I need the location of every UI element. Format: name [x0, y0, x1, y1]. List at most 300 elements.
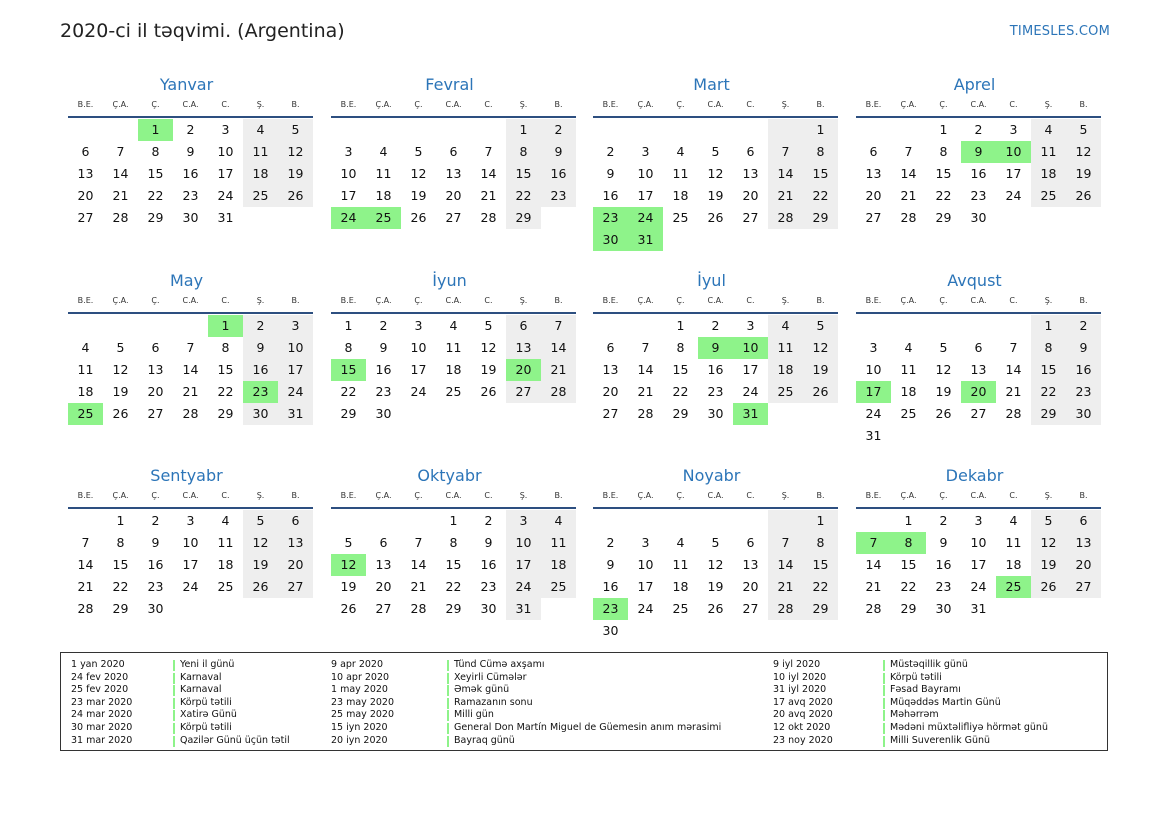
- day-cell[interactable]: 27: [742, 601, 759, 616]
- day-cell[interactable]: 2: [484, 513, 493, 528]
- day-cell[interactable]: 8: [506, 141, 541, 163]
- holiday-day-cell[interactable]: 17: [856, 381, 891, 403]
- day-cell[interactable]: 26: [340, 601, 357, 616]
- day-cell[interactable]: 15: [506, 163, 541, 185]
- day-cell[interactable]: 1: [676, 318, 685, 333]
- day-cell[interactable]: 18: [672, 579, 689, 594]
- holiday-day-cell[interactable]: 24: [331, 207, 366, 229]
- day-cell[interactable]: 13: [278, 532, 313, 554]
- day-cell[interactable]: 7: [768, 141, 803, 163]
- day-cell[interactable]: 3: [641, 144, 650, 159]
- day-cell[interactable]: 29: [147, 210, 164, 225]
- day-cell[interactable]: 29: [506, 207, 541, 229]
- day-cell[interactable]: 18: [217, 557, 234, 572]
- day-cell[interactable]: 3: [974, 513, 983, 528]
- day-cell[interactable]: 19: [707, 579, 724, 594]
- day-cell[interactable]: 20: [278, 554, 313, 576]
- day-cell[interactable]: 20: [77, 188, 94, 203]
- day-cell[interactable]: 14: [541, 337, 576, 359]
- day-cell[interactable]: 22: [445, 579, 462, 594]
- day-cell[interactable]: 11: [768, 337, 803, 359]
- day-cell[interactable]: 3: [344, 144, 353, 159]
- day-cell[interactable]: 18: [445, 362, 462, 377]
- day-cell[interactable]: 4: [1009, 513, 1018, 528]
- day-cell[interactable]: 17: [637, 188, 654, 203]
- day-cell[interactable]: 11: [243, 141, 278, 163]
- day-cell[interactable]: 24: [182, 579, 199, 594]
- day-cell[interactable]: 22: [672, 384, 689, 399]
- day-cell[interactable]: 18: [672, 188, 689, 203]
- holiday-day-cell[interactable]: 23: [593, 207, 628, 229]
- day-cell[interactable]: 17: [1005, 166, 1022, 181]
- day-cell[interactable]: 10: [410, 340, 427, 355]
- day-cell[interactable]: 28: [182, 406, 199, 421]
- day-cell[interactable]: 5: [1066, 119, 1101, 141]
- day-cell[interactable]: 29: [112, 601, 129, 616]
- day-cell[interactable]: 13: [742, 166, 759, 181]
- day-cell[interactable]: 28: [1005, 406, 1022, 421]
- day-cell[interactable]: 18: [1031, 163, 1066, 185]
- day-cell[interactable]: 29: [935, 210, 952, 225]
- day-cell[interactable]: 16: [602, 579, 619, 594]
- day-cell[interactable]: 9: [151, 535, 160, 550]
- day-cell[interactable]: 11: [445, 340, 462, 355]
- day-cell[interactable]: 30: [182, 210, 199, 225]
- day-cell[interactable]: 15: [900, 557, 917, 572]
- day-cell[interactable]: 17: [182, 557, 199, 572]
- day-cell[interactable]: 5: [278, 119, 313, 141]
- day-cell[interactable]: 4: [81, 340, 90, 355]
- day-cell[interactable]: 10: [637, 557, 654, 572]
- day-cell[interactable]: 28: [865, 601, 882, 616]
- day-cell[interactable]: 6: [151, 340, 160, 355]
- day-cell[interactable]: 19: [935, 384, 952, 399]
- day-cell[interactable]: 13: [602, 362, 619, 377]
- day-cell[interactable]: 14: [768, 554, 803, 576]
- day-cell[interactable]: 5: [243, 510, 278, 532]
- day-cell[interactable]: 3: [186, 513, 195, 528]
- day-cell[interactable]: 29: [803, 598, 838, 620]
- day-cell[interactable]: 17: [970, 557, 987, 572]
- day-cell[interactable]: 9: [186, 144, 195, 159]
- day-cell[interactable]: 9: [939, 535, 948, 550]
- day-cell[interactable]: 22: [1031, 381, 1066, 403]
- day-cell[interactable]: 10: [865, 362, 882, 377]
- brand-link[interactable]: TIMESLES.COM: [1009, 24, 1110, 39]
- day-cell[interactable]: 4: [243, 119, 278, 141]
- day-cell[interactable]: 31: [506, 598, 541, 620]
- day-cell[interactable]: 7: [414, 535, 423, 550]
- day-cell[interactable]: 28: [768, 598, 803, 620]
- day-cell[interactable]: 19: [803, 359, 838, 381]
- day-cell[interactable]: 26: [243, 576, 278, 598]
- day-cell[interactable]: 5: [484, 318, 493, 333]
- day-cell[interactable]: 22: [935, 188, 952, 203]
- day-cell[interactable]: 24: [506, 576, 541, 598]
- day-cell[interactable]: 17: [506, 554, 541, 576]
- day-cell[interactable]: 2: [974, 122, 983, 137]
- day-cell[interactable]: 9: [243, 337, 278, 359]
- day-cell[interactable]: 28: [541, 381, 576, 403]
- day-cell[interactable]: 4: [541, 510, 576, 532]
- day-cell[interactable]: 19: [707, 188, 724, 203]
- day-cell[interactable]: 27: [147, 406, 164, 421]
- day-cell[interactable]: 25: [672, 601, 689, 616]
- day-cell[interactable]: 10: [217, 144, 234, 159]
- day-cell[interactable]: 14: [1005, 362, 1022, 377]
- day-cell[interactable]: 20: [742, 579, 759, 594]
- day-cell[interactable]: 25: [1031, 185, 1066, 207]
- day-cell[interactable]: 30: [480, 601, 497, 616]
- day-cell[interactable]: 15: [217, 362, 234, 377]
- day-cell[interactable]: 23: [182, 188, 199, 203]
- day-cell[interactable]: 15: [935, 166, 952, 181]
- day-cell[interactable]: 21: [77, 579, 94, 594]
- day-cell[interactable]: 2: [1066, 315, 1101, 337]
- day-cell[interactable]: 7: [81, 535, 90, 550]
- day-cell[interactable]: 3: [506, 510, 541, 532]
- day-cell[interactable]: 19: [243, 554, 278, 576]
- day-cell[interactable]: 10: [278, 337, 313, 359]
- day-cell[interactable]: 17: [742, 362, 759, 377]
- day-cell[interactable]: 2: [606, 144, 615, 159]
- day-cell[interactable]: 27: [742, 210, 759, 225]
- day-cell[interactable]: 12: [707, 166, 724, 181]
- day-cell[interactable]: 29: [217, 406, 234, 421]
- day-cell[interactable]: 5: [711, 535, 720, 550]
- day-cell[interactable]: 23: [935, 579, 952, 594]
- day-cell[interactable]: 15: [803, 163, 838, 185]
- day-cell[interactable]: 20: [602, 384, 619, 399]
- day-cell[interactable]: 6: [379, 535, 388, 550]
- holiday-day-cell[interactable]: 8: [891, 532, 926, 554]
- day-cell[interactable]: 24: [217, 188, 234, 203]
- day-cell[interactable]: 16: [935, 557, 952, 572]
- day-cell[interactable]: 19: [1031, 554, 1066, 576]
- day-cell[interactable]: 4: [676, 144, 685, 159]
- day-cell[interactable]: 30: [1066, 403, 1101, 425]
- day-cell[interactable]: 8: [116, 535, 125, 550]
- day-cell[interactable]: 5: [344, 535, 353, 550]
- day-cell[interactable]: 8: [449, 535, 458, 550]
- day-cell[interactable]: 29: [900, 601, 917, 616]
- day-cell[interactable]: 8: [939, 144, 948, 159]
- day-cell[interactable]: 6: [1066, 510, 1101, 532]
- day-cell[interactable]: 27: [278, 576, 313, 598]
- day-cell[interactable]: 1: [344, 318, 353, 333]
- holiday-day-cell[interactable]: 20: [961, 381, 996, 403]
- day-cell[interactable]: 6: [449, 144, 458, 159]
- day-cell[interactable]: 16: [707, 362, 724, 377]
- day-cell[interactable]: 19: [480, 362, 497, 377]
- day-cell[interactable]: 12: [112, 362, 129, 377]
- day-cell[interactable]: 6: [506, 315, 541, 337]
- day-cell[interactable]: 24: [637, 601, 654, 616]
- day-cell[interactable]: 30: [970, 210, 987, 225]
- day-cell[interactable]: 30: [935, 601, 952, 616]
- day-cell[interactable]: 4: [379, 144, 388, 159]
- day-cell[interactable]: 24: [278, 381, 313, 403]
- day-cell[interactable]: 2: [186, 122, 195, 137]
- day-cell[interactable]: 17: [637, 579, 654, 594]
- day-cell[interactable]: 13: [865, 166, 882, 181]
- day-cell[interactable]: 12: [410, 166, 427, 181]
- day-cell[interactable]: 9: [606, 557, 615, 572]
- day-cell[interactable]: 14: [900, 166, 917, 181]
- day-cell[interactable]: 23: [541, 185, 576, 207]
- day-cell[interactable]: 14: [410, 557, 427, 572]
- day-cell[interactable]: 15: [1031, 359, 1066, 381]
- day-cell[interactable]: 1: [904, 513, 913, 528]
- day-cell[interactable]: 4: [768, 315, 803, 337]
- day-cell[interactable]: 29: [445, 601, 462, 616]
- holiday-day-cell[interactable]: 12: [331, 554, 366, 576]
- day-cell[interactable]: 14: [637, 362, 654, 377]
- day-cell[interactable]: 28: [112, 210, 129, 225]
- day-cell[interactable]: 3: [414, 318, 423, 333]
- day-cell[interactable]: 13: [445, 166, 462, 181]
- day-cell[interactable]: 2: [151, 513, 160, 528]
- day-cell[interactable]: 21: [1005, 384, 1022, 399]
- day-cell[interactable]: 26: [707, 601, 724, 616]
- day-cell[interactable]: 4: [221, 513, 230, 528]
- day-cell[interactable]: 7: [484, 144, 493, 159]
- day-cell[interactable]: 13: [147, 362, 164, 377]
- day-cell[interactable]: 26: [1031, 576, 1066, 598]
- day-cell[interactable]: 20: [742, 188, 759, 203]
- day-cell[interactable]: 27: [77, 210, 94, 225]
- holiday-day-cell[interactable]: 25: [996, 576, 1031, 598]
- day-cell[interactable]: 26: [803, 381, 838, 403]
- day-cell[interactable]: 21: [900, 188, 917, 203]
- day-cell[interactable]: 9: [1066, 337, 1101, 359]
- holiday-day-cell[interactable]: 30: [593, 229, 628, 251]
- day-cell[interactable]: 17: [340, 188, 357, 203]
- day-cell[interactable]: 21: [637, 384, 654, 399]
- holiday-day-cell[interactable]: 10: [996, 141, 1031, 163]
- day-cell[interactable]: 2: [939, 513, 948, 528]
- day-cell[interactable]: 18: [1005, 557, 1022, 572]
- day-cell[interactable]: 11: [77, 362, 94, 377]
- day-cell[interactable]: 22: [803, 185, 838, 207]
- holiday-day-cell[interactable]: 15: [331, 359, 366, 381]
- day-cell[interactable]: 9: [541, 141, 576, 163]
- day-cell[interactable]: 5: [803, 315, 838, 337]
- day-cell[interactable]: 1: [1031, 315, 1066, 337]
- day-cell[interactable]: 22: [340, 384, 357, 399]
- day-cell[interactable]: 30: [243, 403, 278, 425]
- day-cell[interactable]: 26: [278, 185, 313, 207]
- day-cell[interactable]: 27: [970, 406, 987, 421]
- day-cell[interactable]: 23: [375, 384, 392, 399]
- day-cell[interactable]: 16: [602, 188, 619, 203]
- day-cell[interactable]: 9: [379, 340, 388, 355]
- day-cell[interactable]: 8: [803, 532, 838, 554]
- day-cell[interactable]: 18: [541, 554, 576, 576]
- day-cell[interactable]: 4: [1031, 119, 1066, 141]
- day-cell[interactable]: 25: [243, 185, 278, 207]
- day-cell[interactable]: 29: [340, 406, 357, 421]
- day-cell[interactable]: 22: [803, 576, 838, 598]
- day-cell[interactable]: 12: [707, 557, 724, 572]
- day-cell[interactable]: 8: [344, 340, 353, 355]
- day-cell[interactable]: 10: [506, 532, 541, 554]
- day-cell[interactable]: 7: [641, 340, 650, 355]
- day-cell[interactable]: 5: [711, 144, 720, 159]
- day-cell[interactable]: 16: [243, 359, 278, 381]
- day-cell[interactable]: 4: [676, 535, 685, 550]
- day-cell[interactable]: 9: [606, 166, 615, 181]
- day-cell[interactable]: 10: [637, 166, 654, 181]
- day-cell[interactable]: 25: [672, 210, 689, 225]
- day-cell[interactable]: 31: [217, 210, 234, 225]
- day-cell[interactable]: 11: [217, 535, 234, 550]
- day-cell[interactable]: 24: [970, 579, 987, 594]
- day-cell[interactable]: 14: [112, 166, 129, 181]
- day-cell[interactable]: 26: [480, 384, 497, 399]
- day-cell[interactable]: 19: [1066, 163, 1101, 185]
- day-cell[interactable]: 28: [768, 207, 803, 229]
- day-cell[interactable]: 20: [865, 188, 882, 203]
- day-cell[interactable]: 17: [278, 359, 313, 381]
- day-cell[interactable]: 2: [379, 318, 388, 333]
- day-cell[interactable]: 25: [900, 406, 917, 421]
- day-cell[interactable]: 15: [445, 557, 462, 572]
- day-cell[interactable]: 1: [506, 119, 541, 141]
- day-cell[interactable]: 6: [746, 535, 755, 550]
- day-cell[interactable]: 21: [541, 359, 576, 381]
- day-cell[interactable]: 17: [217, 166, 234, 181]
- day-cell[interactable]: 8: [803, 141, 838, 163]
- day-cell[interactable]: 1: [449, 513, 458, 528]
- day-cell[interactable]: 14: [865, 557, 882, 572]
- day-cell[interactable]: 3: [221, 122, 230, 137]
- day-cell[interactable]: 27: [375, 601, 392, 616]
- day-cell[interactable]: 30: [602, 623, 619, 638]
- holiday-day-cell[interactable]: 1: [208, 315, 243, 337]
- day-cell[interactable]: 13: [1066, 532, 1101, 554]
- day-cell[interactable]: 19: [410, 188, 427, 203]
- day-cell[interactable]: 23: [1066, 381, 1101, 403]
- day-cell[interactable]: 12: [803, 337, 838, 359]
- day-cell[interactable]: 27: [865, 210, 882, 225]
- day-cell[interactable]: 21: [182, 384, 199, 399]
- day-cell[interactable]: 7: [1009, 340, 1018, 355]
- day-cell[interactable]: 5: [414, 144, 423, 159]
- day-cell[interactable]: 19: [278, 163, 313, 185]
- day-cell[interactable]: 1: [939, 122, 948, 137]
- day-cell[interactable]: 13: [77, 166, 94, 181]
- day-cell[interactable]: 29: [672, 406, 689, 421]
- day-cell[interactable]: 7: [116, 144, 125, 159]
- day-cell[interactable]: 26: [935, 406, 952, 421]
- day-cell[interactable]: 28: [900, 210, 917, 225]
- day-cell[interactable]: 10: [340, 166, 357, 181]
- holiday-day-cell[interactable]: 7: [856, 532, 891, 554]
- day-cell[interactable]: 30: [375, 406, 392, 421]
- day-cell[interactable]: 31: [970, 601, 987, 616]
- day-cell[interactable]: 3: [746, 318, 755, 333]
- day-cell[interactable]: 24: [742, 384, 759, 399]
- day-cell[interactable]: 10: [970, 535, 987, 550]
- day-cell[interactable]: 27: [445, 210, 462, 225]
- holiday-day-cell[interactable]: 1: [138, 119, 173, 141]
- day-cell[interactable]: 18: [900, 384, 917, 399]
- day-cell[interactable]: 12: [1031, 532, 1066, 554]
- day-cell[interactable]: 5: [116, 340, 125, 355]
- day-cell[interactable]: 20: [375, 579, 392, 594]
- day-cell[interactable]: 14: [480, 166, 497, 181]
- day-cell[interactable]: 3: [278, 315, 313, 337]
- day-cell[interactable]: 1: [803, 510, 838, 532]
- day-cell[interactable]: 19: [340, 579, 357, 594]
- day-cell[interactable]: 18: [768, 359, 803, 381]
- day-cell[interactable]: 8: [1031, 337, 1066, 359]
- day-cell[interactable]: 22: [147, 188, 164, 203]
- day-cell[interactable]: 23: [970, 188, 987, 203]
- day-cell[interactable]: 28: [637, 406, 654, 421]
- day-cell[interactable]: 21: [112, 188, 129, 203]
- day-cell[interactable]: 6: [869, 144, 878, 159]
- day-cell[interactable]: 15: [803, 554, 838, 576]
- day-cell[interactable]: 2: [541, 119, 576, 141]
- day-cell[interactable]: 11: [375, 166, 392, 181]
- day-cell[interactable]: 20: [147, 384, 164, 399]
- holiday-day-cell[interactable]: 23: [593, 598, 628, 620]
- holiday-day-cell[interactable]: 31: [733, 403, 768, 425]
- day-cell[interactable]: 30: [707, 406, 724, 421]
- day-cell[interactable]: 5: [1031, 510, 1066, 532]
- holiday-day-cell[interactable]: 10: [733, 337, 768, 359]
- day-cell[interactable]: 24: [1005, 188, 1022, 203]
- day-cell[interactable]: 12: [480, 340, 497, 355]
- day-cell[interactable]: 8: [676, 340, 685, 355]
- day-cell[interactable]: 3: [869, 340, 878, 355]
- day-cell[interactable]: 6: [606, 340, 615, 355]
- holiday-day-cell[interactable]: 24: [628, 207, 663, 229]
- day-cell[interactable]: 11: [672, 166, 689, 181]
- day-cell[interactable]: 7: [186, 340, 195, 355]
- day-cell[interactable]: 3: [1009, 122, 1018, 137]
- day-cell[interactable]: 26: [112, 406, 129, 421]
- day-cell[interactable]: 15: [672, 362, 689, 377]
- day-cell[interactable]: 12: [278, 141, 313, 163]
- day-cell[interactable]: 29: [803, 207, 838, 229]
- day-cell[interactable]: 13: [506, 337, 541, 359]
- day-cell[interactable]: 12: [935, 362, 952, 377]
- day-cell[interactable]: 23: [147, 579, 164, 594]
- day-cell[interactable]: 25: [768, 381, 803, 403]
- day-cell[interactable]: 10: [182, 535, 199, 550]
- day-cell[interactable]: 16: [182, 166, 199, 181]
- day-cell[interactable]: 1: [803, 119, 838, 141]
- day-cell[interactable]: 15: [112, 557, 129, 572]
- day-cell[interactable]: 6: [81, 144, 90, 159]
- day-cell[interactable]: 22: [112, 579, 129, 594]
- day-cell[interactable]: 11: [1031, 141, 1066, 163]
- day-cell[interactable]: 30: [147, 601, 164, 616]
- day-cell[interactable]: 20: [445, 188, 462, 203]
- day-cell[interactable]: 16: [147, 557, 164, 572]
- day-cell[interactable]: 27: [506, 381, 541, 403]
- day-cell[interactable]: 8: [151, 144, 160, 159]
- day-cell[interactable]: 4: [904, 340, 913, 355]
- day-cell[interactable]: 7: [541, 315, 576, 337]
- holiday-day-cell[interactable]: 20: [506, 359, 541, 381]
- day-cell[interactable]: 18: [375, 188, 392, 203]
- day-cell[interactable]: 29: [1031, 403, 1066, 425]
- day-cell[interactable]: 11: [1005, 535, 1022, 550]
